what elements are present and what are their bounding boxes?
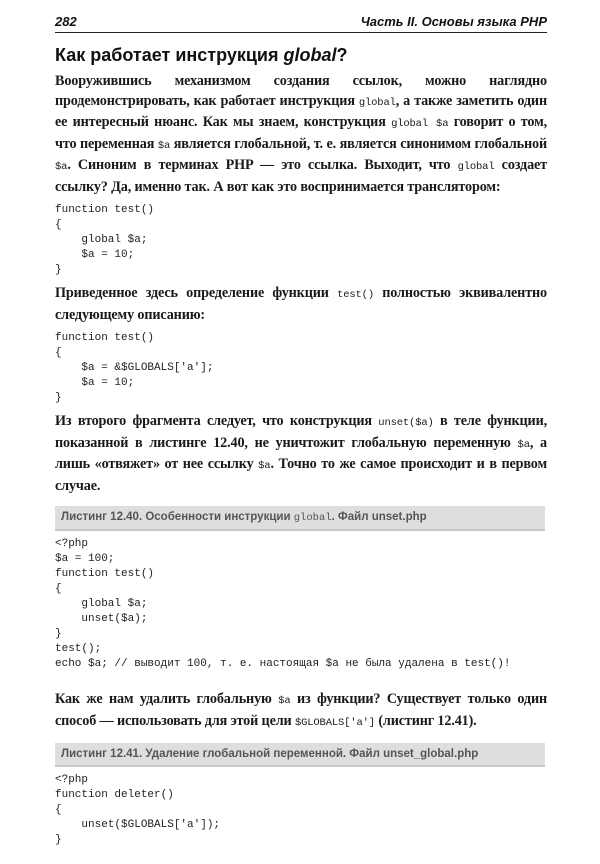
- inline-code: global: [358, 96, 396, 109]
- heading-text: Как работает инструкция: [55, 45, 284, 65]
- text-run: . Синоним в терминах PHP — это ссылка. Выходит, что: [67, 157, 458, 173]
- text-run: является глобальной, т. е. является синонимом глобальной: [170, 135, 547, 152]
- text-run: . Точно то же самое происходит и в первом случае.: [55, 456, 547, 494]
- code-block: <?php $a = 100; function test() { global $a; unset($a); } test(); echo $a; // выводит 100, т. е. настоящая $a не была удалена в test()!: [55, 538, 511, 670]
- section-heading: [55, 44, 547, 66]
- listing-caption-code: global: [293, 512, 332, 524]
- listing-caption: [55, 506, 545, 531]
- listing-caption: [55, 743, 545, 767]
- inline-code: $GLOBALS['a']: [294, 716, 375, 729]
- text-run: из функции? Существует только один способ — использовать для этой цели: [55, 691, 548, 729]
- text-run: полностью эквивалентно следующему описанию:: [55, 285, 547, 323]
- code-block: <?php function deleter() { unset($GLOBALS['a']); }: [55, 774, 221, 846]
- running-title: Часть II. Основы языка PHP: [360, 14, 547, 29]
- inline-code: test(): [337, 289, 374, 301]
- paragraph: [55, 284, 547, 325]
- inline-code: $a: [517, 438, 530, 451]
- paragraph: [55, 412, 547, 496]
- text-run: Как же нам удалить глобальную: [55, 691, 279, 707]
- listing-caption-suffix: . Файл unset.php: [331, 511, 427, 523]
- heading-suffix: ?: [336, 45, 348, 65]
- inline-code: global $a: [391, 118, 449, 130]
- inline-code: $a: [157, 139, 171, 152]
- inline-code: unset($a): [378, 417, 434, 429]
- text-run: , а лишь «отвяжет» от нее ссылку: [55, 434, 547, 472]
- inline-code: $a: [278, 695, 291, 707]
- text-run: Вооружившись механизмом создания ссылок, можно наглядно продемонстрировать, как работает инструкция: [55, 73, 547, 109]
- paragraph: [55, 690, 547, 733]
- heading-italic: global: [283, 45, 337, 65]
- text-run: Приведенное здесь определение функции: [55, 285, 338, 301]
- listing-caption-text: Листинг 12.40. Особенности инструкции: [61, 511, 294, 523]
- inline-code: global: [457, 161, 495, 173]
- text-run: в теле функции, показанной в листинге 12.40, не уничтожит глобальную переменную: [55, 413, 547, 451]
- running-header: [55, 14, 547, 33]
- text-run: говорит о том, что переменная: [55, 114, 548, 152]
- text-run: Из второго фрагмента следует, что конструкция: [55, 413, 379, 429]
- text-run: создает ссылку? Да, именно так. А вот как это воспринимается транслятором:: [55, 157, 547, 195]
- text-run: , а также заметить один ее интересный нюанс. Как мы знаем, конструкция: [55, 92, 547, 130]
- spacer: [55, 678, 547, 690]
- code-block: function test() { global $a; $a = 10; }: [55, 204, 155, 276]
- code-block: function test() { $a = &$GLOBALS['a']; $a = 10; }: [55, 332, 214, 404]
- text-run: (листинг 12.41).: [374, 712, 477, 729]
- listing-caption-text: Листинг 12.41. Удаление глобальной переменной. Файл unset_global.php: [61, 748, 479, 760]
- inline-code: $a: [55, 161, 68, 173]
- paragraph: [55, 72, 547, 197]
- page-number: 282: [55, 14, 77, 29]
- inline-code: $a: [258, 460, 271, 472]
